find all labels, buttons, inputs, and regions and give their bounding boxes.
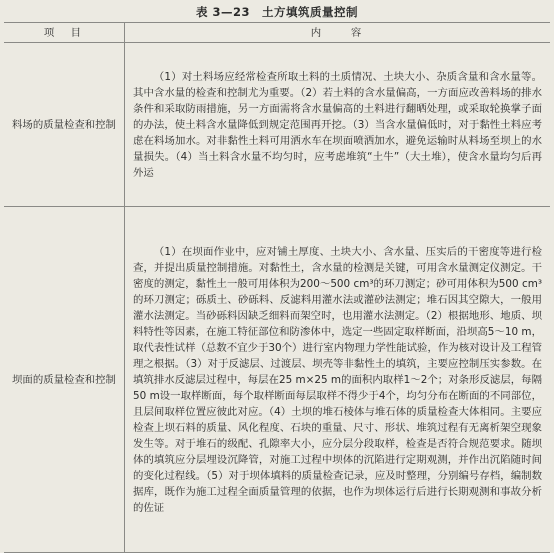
row-content-text: （1）对土料场应经常检查所取土料的土质情况、土块大小、杂质含量和含水量等。其中含水量的检查和控制尤为重要。（2）若土料的含水量偏高，一方面应改善料场的排水条件和采取防雨措施，另一方面需将含水量偏高的土料进行翻晒处理，或采取轮换掌子面的办法，使土料含水量降低到规定范围再开挖。（3）当含水量偏低时，对于黏性土料应考虑在料场加水。对非黏性土料可用洒水车在坝面喷洒加水，避免运输时从料场至坝上的水量损失。（4）当土料含水量不均匀时，应考虑堆筑“土牛”（大土堆），使含水量均匀后再外运 (133, 71, 542, 179)
table-row (4, 43, 550, 207)
table-title: 表 3—23 土方填筑质量控制 (195, 5, 358, 19)
row-item-text: 料场的质量检查和控制 (12, 118, 116, 131)
header-row (4, 23, 550, 43)
header-item: 项 目 (4, 23, 125, 43)
row-item-text: 坝面的质量检查和控制 (12, 373, 116, 386)
table-row (4, 207, 550, 553)
row-item-label (4, 207, 125, 553)
quality-control-table (4, 22, 550, 553)
row-content (125, 207, 551, 553)
row-content-text: （1）在坝面作业中，应对铺土厚度、土块大小、含水量、压实后的干密度等进行检查，并提出质量控制措施。对黏性土，含水量的检测是关键，可用含水量测定仪测定。干密度的测定，黏性土一般可用体积为200～500 cm³的环刀测定；砂可用体积为500 cm³的环刀测定；砾质土、砂砾料、反滤料用灌水法或灌砂法测定；堆石因其空隙大，一般用灌水法测定。当砂砾料因缺乏细料而架空时，也用灌水法测定。（2）根据地形、地质、坝料特性等因素，在施工特征部位和防渗体中，选定一些固定取样断面，沿坝高5～10 m，取代表性试样（总数不宜少于30个）进行室内物理力学性能试验，作为核对设计及工程管理之根据。（3）对于反滤层、过渡层、坝壳等非黏性土的填筑，主要应控制压实参数。在填筑排水反滤层过程中，每层在25 m×25 m的面积内取样1～2个；对条形反滤层，每隔50 m设一取样断面，每个取样断面每层取样不得少于4个，均匀分布在断面的不同部位，且层间取样位置应彼此对应。（4）土坝的堆石棱体与堆石体的质量检查大体相同。主要应检查上坝石料的质量、风化程度、石块的重量、尺寸、形状、堆筑过程有无离析架空现象发生等。对于堆石的级配、孔隙率大小，应分层分段取样，检查是否符合规范要求。随坝体的填筑应分层埋设沉降管，对施工过程中坝体的沉陷进行定期观测，并作出沉陷随时间的变化过程线。（5）对于坝体填料的质量检查记录，应及时整理，分别编号存档，编制数据库，既作为施工过程全面质量管理的依据，也作为坝体运行后进行长期观测和事故分析的佐证 (133, 246, 542, 514)
row-content (125, 43, 551, 207)
row-item-label (4, 43, 125, 207)
header-content: 内 容 (125, 23, 551, 43)
